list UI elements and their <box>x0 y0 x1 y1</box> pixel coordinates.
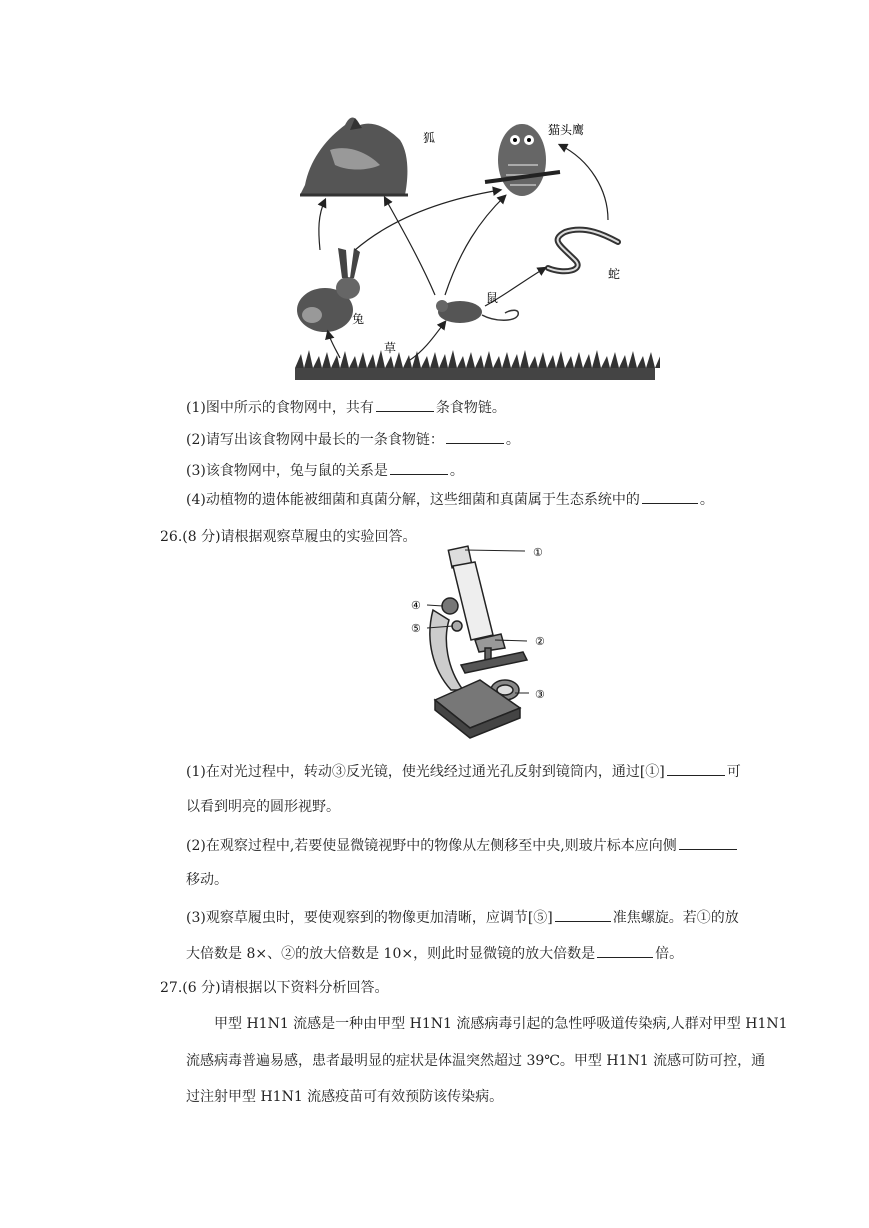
snake-label: 蛇 <box>608 267 621 281</box>
mouse-image <box>436 300 518 323</box>
q27-title: 27.(6 分)请根据以下资料分析回答。 <box>160 980 389 996</box>
question-text: (1)在对光过程中，转动③反光镜，使光线经过通光孔反射到镜筒内，通过[①] <box>186 764 665 780</box>
food-web-figure <box>290 110 660 385</box>
food-web-question-1 <box>186 397 506 417</box>
answer-blank[interactable] <box>376 397 434 412</box>
label-5: ⑤ <box>411 622 421 635</box>
fox-image <box>300 118 408 196</box>
label-4: ④ <box>411 599 421 612</box>
q26-q2-line2: 移动。 <box>186 872 228 888</box>
food-web-question-2 <box>186 429 520 449</box>
arrow-mouse-owl <box>445 196 505 295</box>
question-text: (4)动植物的遗体能被细菌和真菌分解，这些细菌和真菌属于生态系统中的 <box>186 492 640 508</box>
fox-label: 狐 <box>423 131 436 145</box>
grass-image <box>295 350 660 380</box>
question-text: (2)在观察过程中,若要使显微镜视野中的物像从左侧移至中央,则玻片标本应向侧 <box>186 838 677 854</box>
rabbit-image <box>297 248 360 332</box>
q26-q3-line2 <box>186 943 683 963</box>
microscope-image <box>430 546 527 738</box>
question-text: 。 <box>505 432 520 448</box>
arrow-grass-rabbit <box>328 332 340 358</box>
rabbit-label: 兔 <box>352 312 365 326</box>
question-text: (1)图中所示的食物网中，共有 <box>186 400 374 416</box>
question-text: 。 <box>449 463 464 479</box>
answer-blank[interactable] <box>642 489 698 504</box>
arrow-mouse-fox <box>385 198 435 295</box>
q26-title: 26.(8 分)请根据观察草履虫的实验回答。 <box>160 529 417 545</box>
q26-q1-line1 <box>186 761 741 781</box>
q27-paragraph-line2: 流感病毒普遍易感，患者最明显的症状是体温突然超过 39℃。甲型 H1N1 流感可防可控，通 <box>186 1053 766 1069</box>
question-text: 。 <box>699 492 714 508</box>
q26-q3-line1 <box>186 907 739 927</box>
arrow-snake-owl <box>560 145 608 220</box>
answer-blank[interactable] <box>446 429 504 444</box>
question-text: 可 <box>726 764 741 780</box>
arrow-rabbit-owl <box>355 190 500 250</box>
answer-blank[interactable] <box>667 761 725 776</box>
question-text: (3)该食物网中，兔与鼠的关系是 <box>186 463 388 479</box>
label-3: ③ <box>535 688 545 701</box>
question-text: (3)观察草履虫时，要使观察到的物像更加清晰，应调节[⑤] <box>186 910 553 926</box>
q27-paragraph-line1: 甲型 H1N1 流感是一种由甲型 H1N1 流感病毒引起的急性呼吸道传染病,人群对甲型 H1N1 <box>214 1016 788 1032</box>
microscope-figure <box>405 540 565 740</box>
answer-blank[interactable] <box>390 460 448 475</box>
question-text: 准焦螺旋。若①的放 <box>612 910 739 926</box>
arrow-rabbit-fox <box>319 200 325 250</box>
q27-paragraph-line3: 过注射甲型 H1N1 流感疫苗可有效预防该传染病。 <box>186 1089 504 1105</box>
q26-q1-line2: 以看到明亮的圆形视野。 <box>186 799 340 815</box>
question-text: 条食物链。 <box>435 400 506 416</box>
answer-blank[interactable] <box>679 835 737 850</box>
owl-label: 猫头鹰 <box>548 123 585 137</box>
food-web-question-3 <box>186 460 464 480</box>
q26-q2-line1 <box>186 835 739 855</box>
snake-image <box>548 230 618 272</box>
mouse-label: 鼠 <box>486 291 499 305</box>
arrow-grass-mouse <box>410 322 445 360</box>
grass-label: 草 <box>384 341 397 355</box>
answer-blank[interactable] <box>597 943 653 958</box>
answer-blank[interactable] <box>555 907 611 922</box>
question-text: 大倍数是 8×、②的放大倍数是 10×，则此时显微镜的放大倍数是 <box>186 946 596 962</box>
question-text: 倍。 <box>655 946 684 962</box>
label-2: ② <box>535 635 545 648</box>
question-text: (2)请写出该食物网中最长的一条食物链： <box>186 432 444 448</box>
food-web-question-4 <box>186 489 714 509</box>
label-1: ① <box>533 546 543 559</box>
